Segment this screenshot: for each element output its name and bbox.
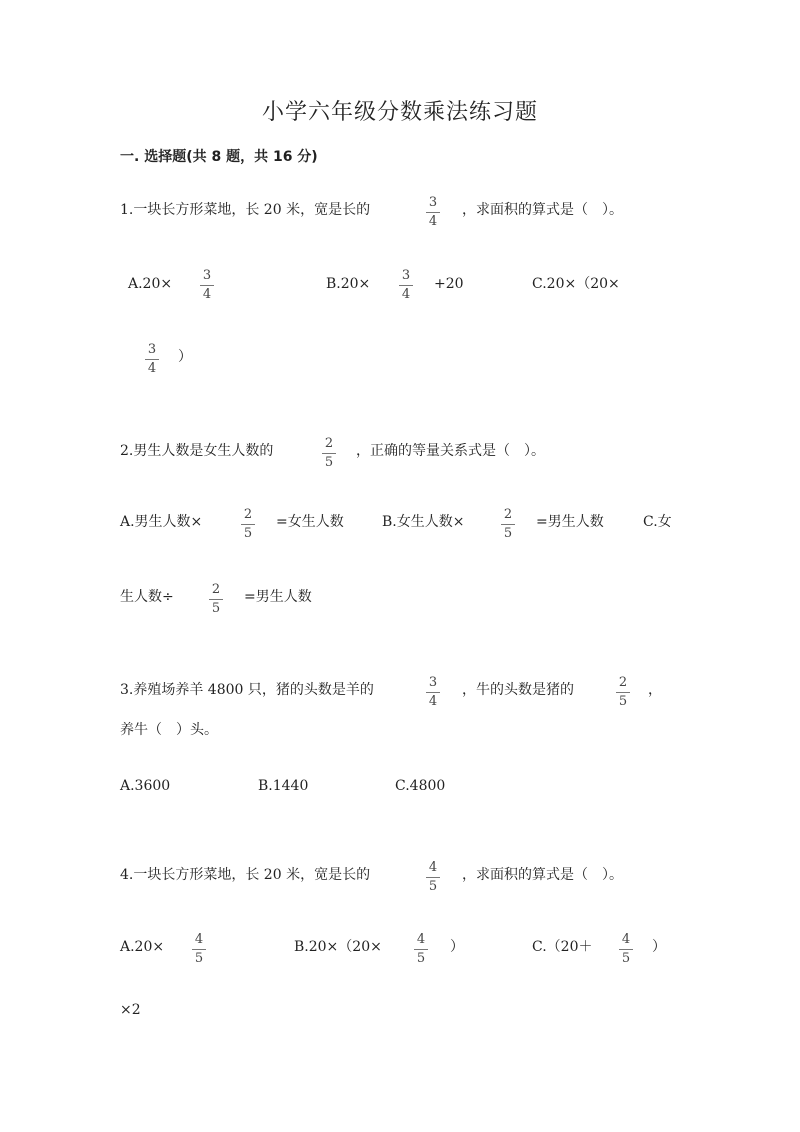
question-1-option-c-close: ） — [178, 349, 192, 365]
question-4-option-c-continued: ×2 — [120, 1002, 141, 1018]
question-3-stem-mid: ，牛的头数是猪的 — [462, 682, 574, 698]
question-3-stem-comma: ， — [648, 682, 662, 698]
question-2-option-a-tail: =女生人数 — [276, 514, 344, 530]
question-2-option-c-tail: =男生人数 — [244, 589, 312, 605]
question-2-option-a[interactable]: A.男生人数× — [120, 514, 203, 530]
fraction-4-5: 4 5 — [190, 933, 208, 967]
question-3-option-b[interactable]: B.1440 — [258, 778, 309, 794]
question-3-option-a[interactable]: A.3600 — [120, 778, 171, 794]
question-4-option-c[interactable]: C.（20＋ — [532, 939, 593, 955]
question-2-stem: 2.男生人数是女生人数的 — [120, 443, 274, 459]
fraction-3-4: 3 4 — [424, 676, 442, 710]
question-4-option-c-close: ） — [652, 939, 666, 955]
fraction-2-5: 2 5 — [207, 583, 225, 617]
question-3-stem: 3.养殖场养羊 4800 只，猪的头数是羊的 — [120, 682, 374, 698]
question-1-option-a[interactable]: A.20× — [128, 276, 173, 292]
question-4-stem: 4.一块长方形菜地，长 20 米，宽是长的 — [120, 867, 371, 883]
question-3-option-c[interactable]: C.4800 — [395, 778, 446, 794]
question-4-stem-end: ，求面积的算式是（ ）。 — [462, 867, 623, 883]
page-title: 小学六年级分数乘法练习题 — [261, 100, 538, 125]
question-3-stem-line2: 养牛（ ）头。 — [120, 722, 218, 738]
fraction-4-5: 4 5 — [617, 933, 635, 967]
fraction-2-5: 2 5 — [614, 676, 632, 710]
question-4-option-b[interactable]: B.20×（20× — [294, 939, 382, 955]
fraction-3-4: 3 4 — [198, 269, 216, 303]
fraction-2-5: 2 5 — [239, 508, 257, 542]
question-1-stem: 1.一块长方形菜地，长 20 米，宽是长的 — [120, 202, 371, 218]
question-2-option-b[interactable]: B.女生人数× — [382, 514, 465, 530]
question-4-option-b-close: ） — [450, 939, 464, 955]
question-1-stem-end: ，求面积的算式是（ ）。 — [462, 202, 623, 218]
section-heading: 一. 选择题(共 8 题，共 16 分) — [120, 149, 318, 165]
question-1-option-b-tail: +20 — [434, 276, 464, 292]
fraction-2-5: 2 5 — [499, 508, 517, 542]
fraction-2-5: 2 5 — [320, 437, 338, 471]
fraction-4-5: 4 5 — [412, 933, 430, 967]
question-1-option-b[interactable]: B.20× — [326, 276, 371, 292]
question-2-option-c-continued: 生人数÷ — [120, 589, 174, 605]
fraction-3-4: 3 4 — [424, 196, 442, 230]
question-1-option-c[interactable]: C.20×（20× — [532, 276, 620, 292]
fraction-4-5: 4 5 — [424, 861, 442, 895]
question-2-stem-end: ，正确的等量关系式是（ ）。 — [356, 443, 545, 459]
fraction-3-4: 3 4 — [143, 343, 161, 377]
question-2-option-c[interactable]: C.女 — [643, 514, 672, 530]
fraction-3-4: 3 4 — [397, 269, 415, 303]
question-2-option-b-tail: =男生人数 — [536, 514, 604, 530]
question-4-option-a[interactable]: A.20× — [120, 939, 165, 955]
